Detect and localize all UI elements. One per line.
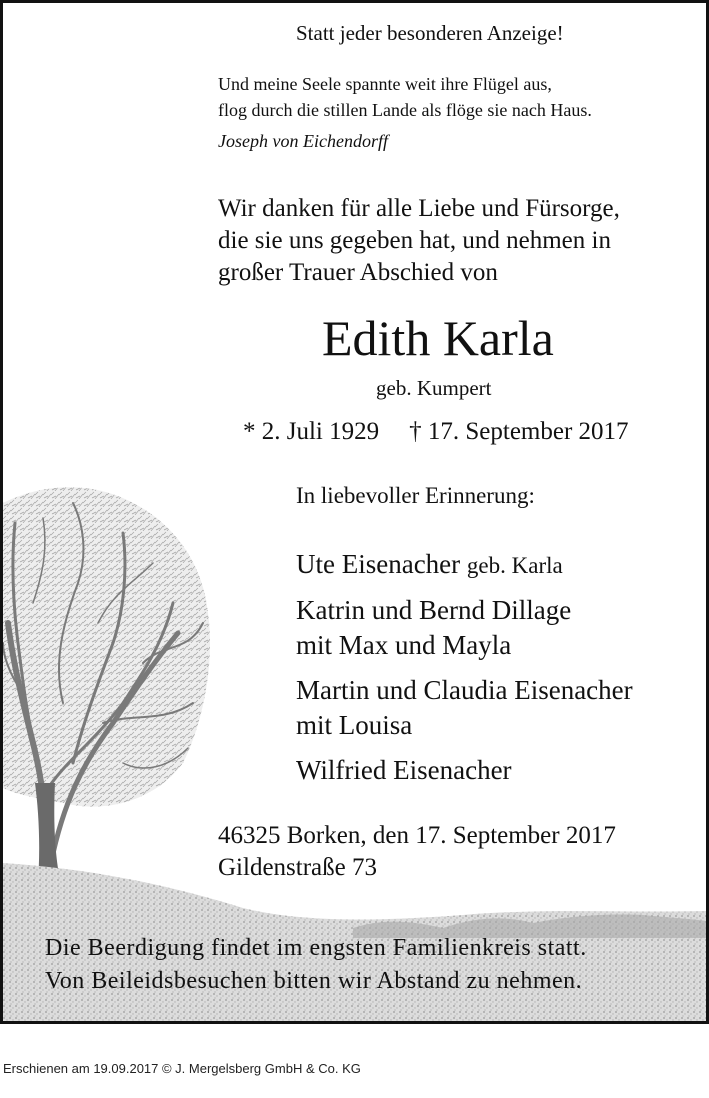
maiden-name: geb. Kumpert xyxy=(376,376,492,400)
address: Gildenstraße 73 xyxy=(218,854,377,881)
funeral-note xyxy=(45,932,587,998)
funeral-line: Von Beileidsbesuchen bitten wir Abstand zu nehmen. xyxy=(45,968,583,994)
death-date: † 17. September 2017 xyxy=(409,418,629,445)
notice-headline: Statt jeder besonderen Anzeige! xyxy=(296,21,564,45)
life-dates xyxy=(243,418,629,446)
mourner-name: Wilfried Eisenacher xyxy=(296,755,512,785)
poem-author: Joseph von Eichendorff xyxy=(218,131,388,151)
thanks-line: die sie uns gegeben hat, und nehmen in xyxy=(218,227,611,254)
mourners-list xyxy=(296,547,633,798)
poem xyxy=(218,71,592,123)
mourner-name: Ute Eisenacher xyxy=(296,549,461,579)
memory-line: In liebevoller Erinnerung: xyxy=(296,483,535,508)
thanks-line: Wir danken für alle Liebe und Fürsorge, xyxy=(218,195,620,222)
poem-line: flog durch die stillen Lande als flöge sie nach Haus. xyxy=(218,100,592,120)
place-and-address xyxy=(218,820,616,884)
mourner-entry xyxy=(296,593,633,663)
thanks-line: großer Trauer Abschied von xyxy=(218,259,498,286)
birth-date: * 2. Juli 1929 xyxy=(243,418,380,445)
mourner-note: geb. Karla xyxy=(466,553,563,578)
funeral-line: Die Beerdigung findet im engsten Familienkreis statt. xyxy=(45,935,587,961)
deceased-name: Edith Karla xyxy=(322,310,554,366)
place-date: 46325 Borken, den 17. September 2017 xyxy=(218,822,616,849)
mourner-name: Katrin und Bernd Dillage xyxy=(296,595,572,625)
mourner-note: mit Louisa xyxy=(296,710,413,740)
mourner-entry xyxy=(296,673,633,743)
mourner-name: Martin und Claudia Eisenacher xyxy=(296,675,633,705)
mourner-entry xyxy=(296,753,633,788)
mourner-note: mit Max und Mayla xyxy=(296,630,512,660)
poem-line: Und meine Seele spannte weit ihre Flügel aus, xyxy=(218,74,552,94)
publication-footer: Erschienen am 19.09.2017 © J. Mergelsberg GmbH & Co. KG xyxy=(3,1061,361,1076)
thanks-paragraph xyxy=(218,193,620,289)
mourner-entry xyxy=(296,547,633,583)
